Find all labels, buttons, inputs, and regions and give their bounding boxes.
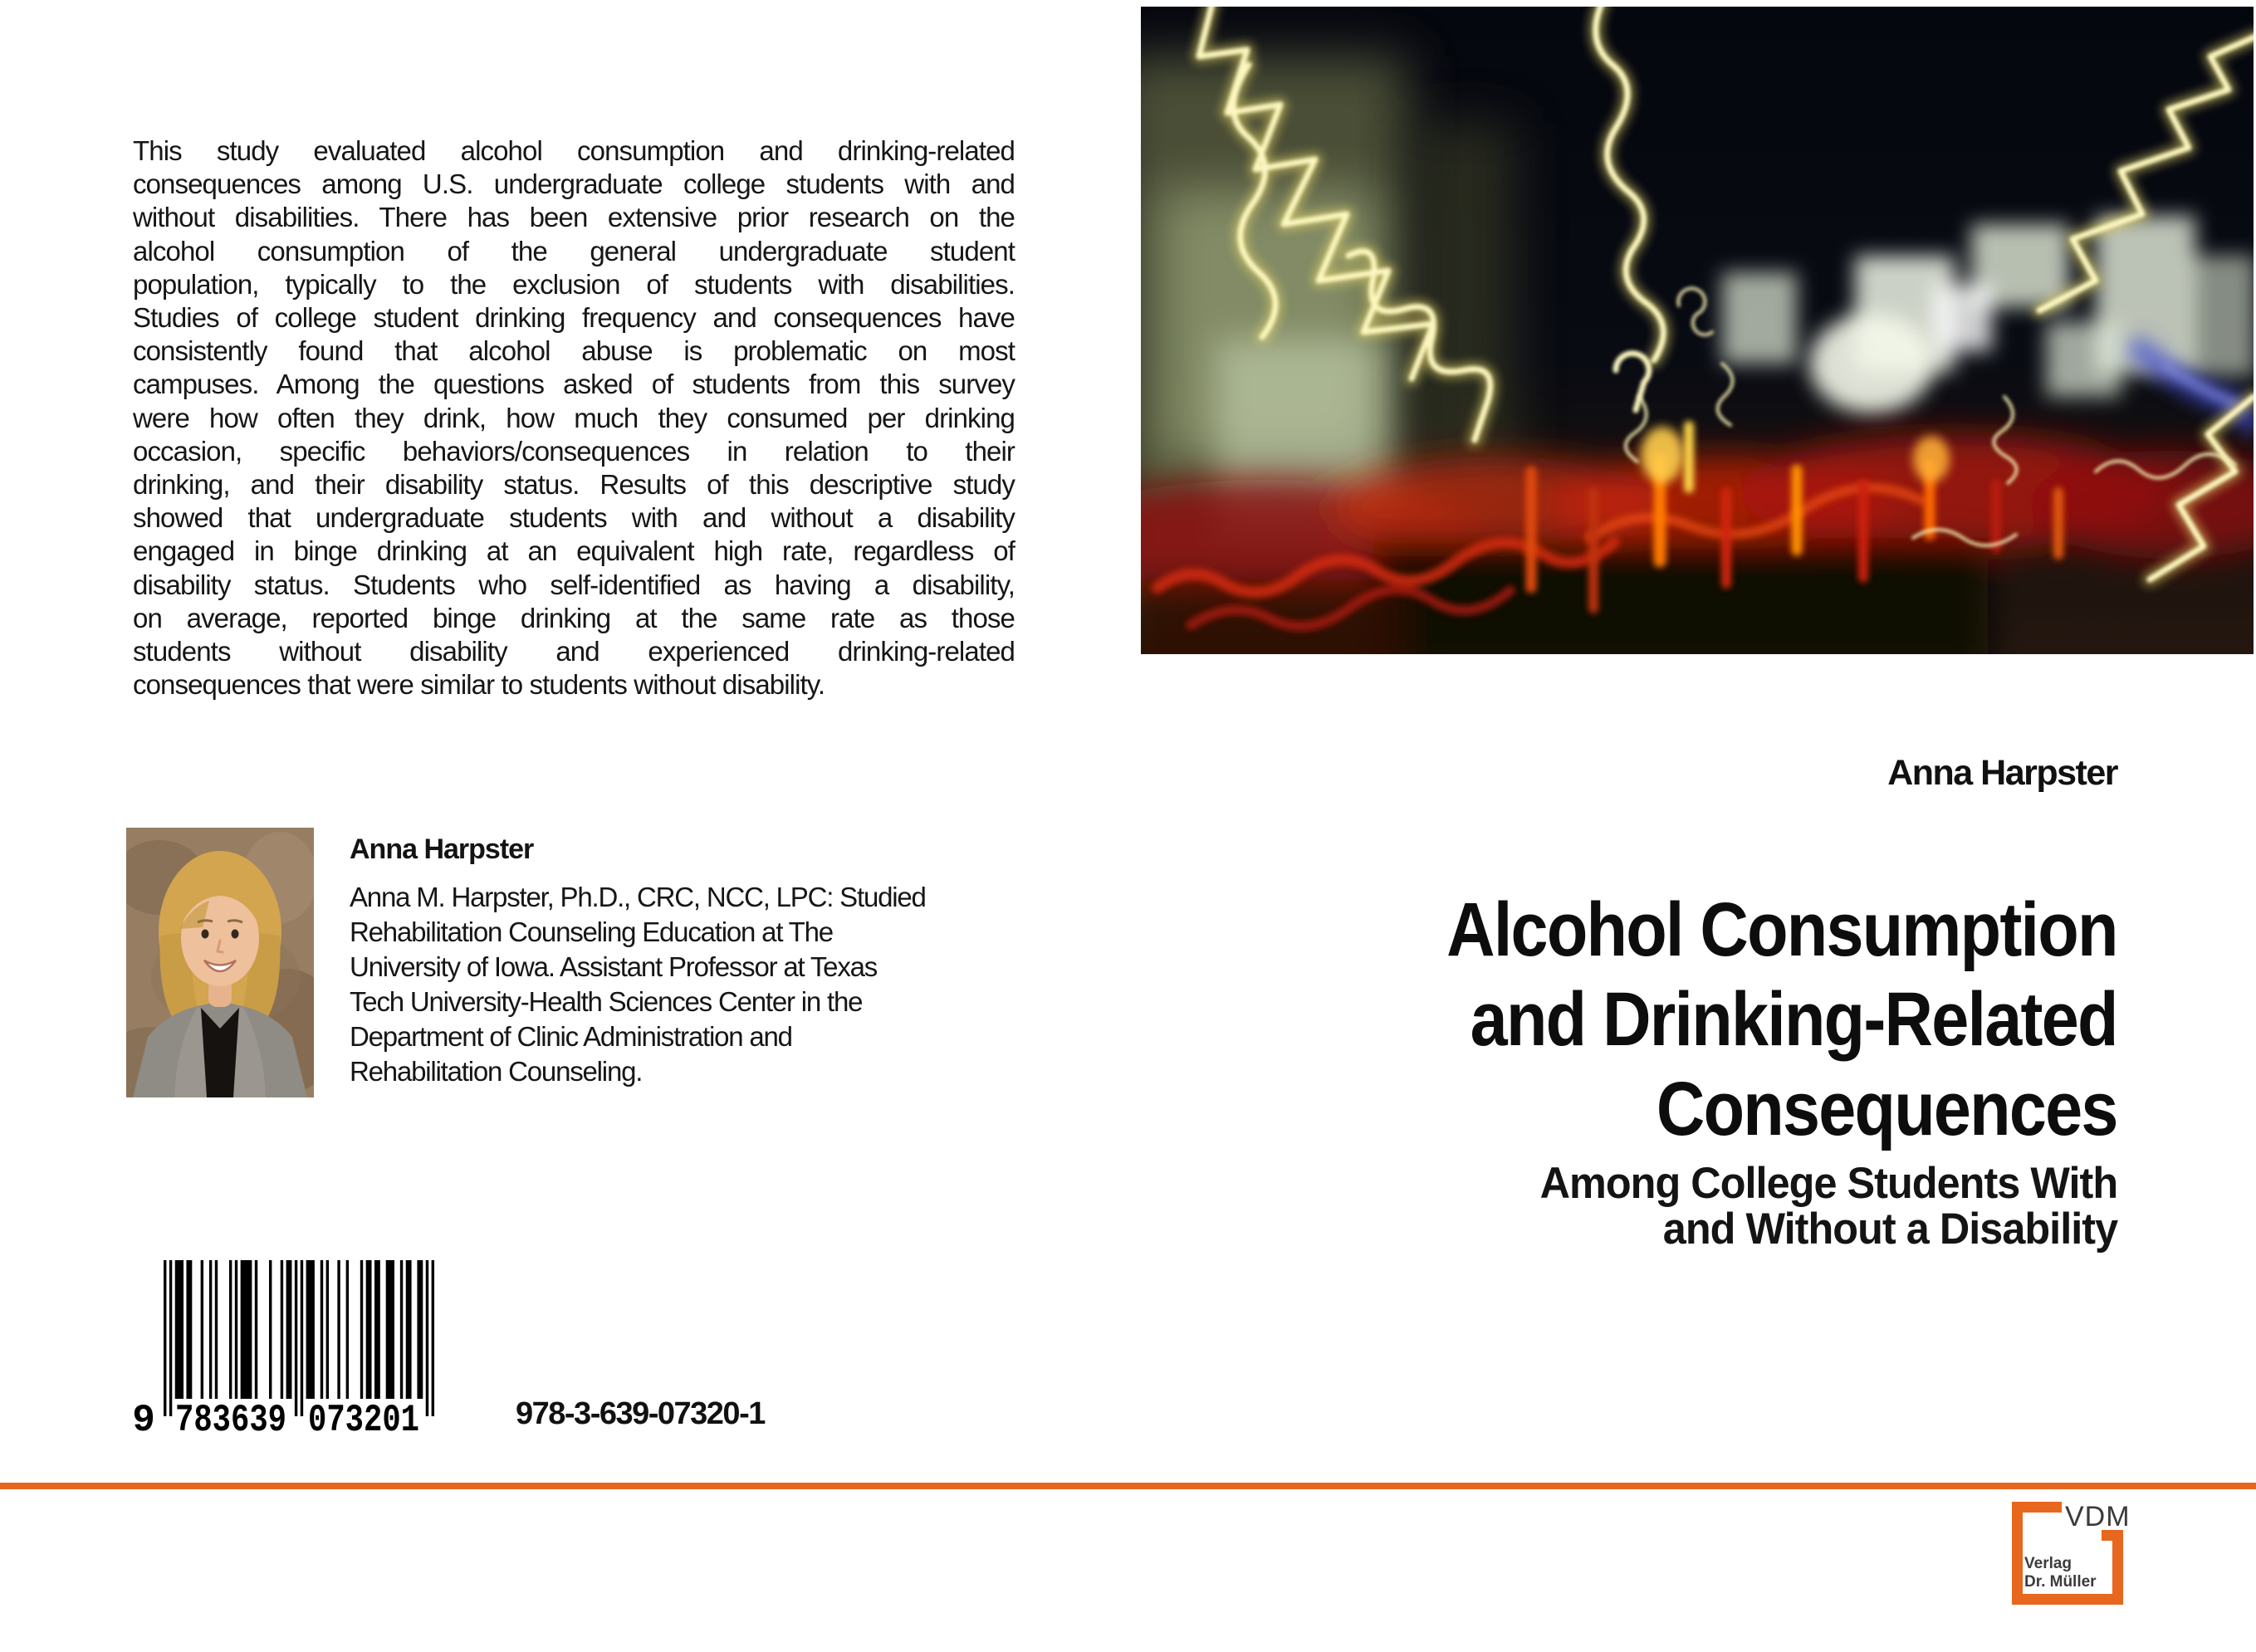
publisher-logo <box>2012 1501 2131 1605</box>
vdm-logo-abbr: VDM <box>2065 1501 2131 1532</box>
blurb-line: population, typically to the exclusion of students with disabilities. <box>133 268 1015 300</box>
vdm-logo-name-line1: Verlag <box>2024 1555 2072 1572</box>
isbn-barcode <box>130 1260 479 1451</box>
author-bio <box>350 880 926 1089</box>
blurb-line: campuses. Among the questions asked of students from this survey <box>133 369 1015 400</box>
title-line: and Drinking-Related <box>1471 977 2117 1062</box>
accent-divider-line <box>0 1483 2256 1489</box>
bio-line: Rehabilitation Counseling Education at The <box>350 916 833 947</box>
isbn-number: 978-3-639-07320-1 <box>516 1396 765 1431</box>
back-author-name: Anna Harpster <box>350 833 534 865</box>
blurb-line: without disabilities. There has been extensive prior research on the <box>133 202 1015 233</box>
blurb-line: on average, reported binge drinking at the same rate as those <box>133 602 1015 633</box>
subtitle-line: Among College Students With <box>1539 1159 2117 1208</box>
bio-line: Rehabilitation Counseling. <box>350 1056 643 1087</box>
blurb-line: occasion, specific behaviors/consequences in relation to their <box>133 435 1015 467</box>
ean13-barcode <box>130 1260 479 1451</box>
blurb-line: showed that undergraduate students with and without a disability <box>133 502 1015 534</box>
vdm-logo-name-line2: Dr. Müller <box>2024 1573 2097 1591</box>
bio-line: Tech University-Health Sciences Center in the <box>350 986 863 1017</box>
blurb-line: alcohol consumption of the general undergraduate student <box>133 235 1015 266</box>
blurb-line: Studies of college student drinking frequency and consequences have <box>133 302 1015 334</box>
blurb-line: students without disability and experienced drinking-related <box>133 636 1015 667</box>
svg-text:9: 9 <box>132 1399 155 1442</box>
book-title <box>1446 885 2117 1154</box>
blurb-line: drinking, and their disability status. Results of this descriptive study <box>133 469 1015 501</box>
blurb-line: consequences that were similar to students without disability. <box>133 669 825 701</box>
blurb-line: consistently found that alcohol abuse is problematic on most <box>133 335 1015 367</box>
subtitle-line: and Without a Disability <box>1662 1205 2117 1254</box>
title-line: Consequences <box>1657 1067 2117 1151</box>
blurb-line: consequences among U.S. undergraduate college students with and <box>133 169 1015 200</box>
author-portrait-photo <box>126 828 314 1097</box>
back-cover-blurb <box>133 134 1015 701</box>
svg-text:783639: 783639 <box>175 1399 286 1442</box>
vdm-logo-name <box>2024 1555 2097 1591</box>
night-traffic-illustration <box>1141 7 2254 654</box>
book-subtitle <box>1539 1161 2117 1252</box>
title-line: Alcohol Consumption <box>1446 887 2117 972</box>
night-traffic-photo <box>1141 7 2254 654</box>
bio-line: University of Iowa. Assistant Professor at Texas <box>350 951 878 982</box>
blurb-line: were how often they drink, how much they consumed per drinking <box>133 402 1015 433</box>
svg-text:073201: 073201 <box>308 1399 419 1442</box>
bio-line: Department of Clinic Administration and <box>350 1021 792 1052</box>
bio-line: Anna M. Harpster, Ph.D., CRC, NCC, LPC: Studied <box>350 882 926 912</box>
front-author-name: Anna Harpster <box>1887 753 2117 793</box>
blurb-line: This study evaluated alcohol consumption and drinking-related <box>133 135 1015 166</box>
blurb-line: disability status. Students who self-identified as having a disability, <box>133 569 1015 600</box>
blurb-line: engaged in binge drinking at an equivalent high rate, regardless of <box>133 535 1015 567</box>
author-portrait-illustration <box>126 828 314 1097</box>
